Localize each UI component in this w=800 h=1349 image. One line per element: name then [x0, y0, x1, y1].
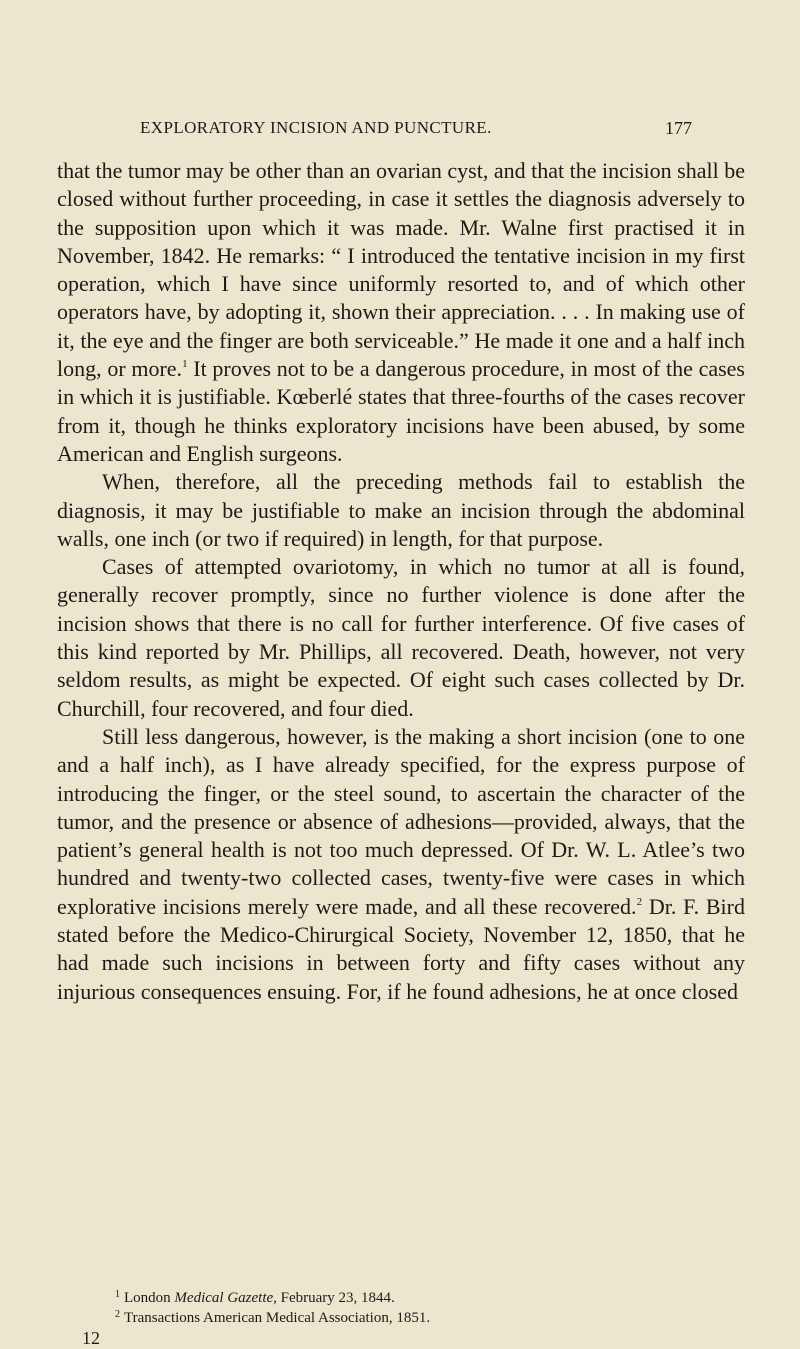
- page-number: 177: [665, 118, 692, 138]
- text-segment: Still less dangerous, however, is the making a short incision (one to one and a half inch), as I have already specified, for the express purpose of introducing the finger, or the steel sound, to ascertain the character of the tumor, and the presence or absence of adhesions—provided, always, that the patient’s general health is not too much depressed. Of Dr. W. L. Atlee’s two hundred and twenty-two collected cases, twenty-five were cases in which explorative incisions merely were made, and all these recovered.: [57, 723, 745, 919]
- footnote-ref-2: 2: [636, 895, 643, 908]
- text-segment: that the tumor may be other than an ovarian cyst, and that the incision shall be closed without further proceeding, in case it settles the diagnosis adversely to the supposition upon which it was made. Mr. Walne first practised it in November, 1842. He remarks: “ I introduced the tentative incision in my first operation, which I have since uniformly resorted to, and of which other operators have, by adopting it, shown their appreciation. . . . In making use of it, the eye and the finger are both serviceable.” He made it one and a half inch long, or more.: [57, 158, 745, 382]
- page-header: [0, 118, 800, 146]
- text-segment: Cases of attempted ovariotomy, in which no tumor at all is found, generally recover promptly, since no further violence is done after the incision shows that there is no call for further interference. Of five cases of this kind reported by Mr. Phillips, all recovered. Death, however, not very seldom results, as might be expected. Of eight such cases collected by Dr. Churchill, four recovered, and four died.: [57, 554, 745, 721]
- signature-mark: 12: [82, 1328, 100, 1348]
- footnote-text: London: [124, 1290, 175, 1306]
- text-segment: It proves not to be a dangerous procedure, in most of the cases in which it is justifiable. Kœberlé states that three-fourths of the cases recover from it, though he thinks exploratory incisions have been abused, by some American and English surgeons.: [57, 356, 745, 466]
- body-text: [57, 157, 745, 1006]
- footnote-text: , February 23, 1844.: [273, 1290, 395, 1306]
- footnotes: [57, 1288, 745, 1328]
- footnote-marker: 2: [115, 1309, 120, 1320]
- footnote-1: [115, 1288, 745, 1308]
- paragraph-4: [57, 723, 745, 1006]
- paragraph-1: [57, 157, 745, 468]
- footnote-marker: 1: [115, 1289, 120, 1300]
- paragraph-2: [57, 468, 745, 553]
- journal-title: Medical Gazette: [174, 1290, 274, 1306]
- text-segment: Dr. F. Bird stated before the Medico-Chirurgical Society, November 12, 1850, that he had made such incisions in between forty and fifty cases without any injurious consequences ensuing. For, if he found adhesions, he at once closed: [57, 893, 745, 1004]
- footnote-text: Transactions American Medical Association, 1851.: [124, 1310, 431, 1326]
- footnote-ref-1: 1: [182, 358, 188, 371]
- paragraph-3: [57, 553, 745, 723]
- running-title: EXPLORATORY INCISION AND PUNCTURE.: [140, 118, 492, 137]
- footnote-2: [115, 1308, 745, 1328]
- text-segment: When, therefore, all the preceding methods fail to establish the diagnosis, it may be justifiable to make an incision through the abdominal walls, one inch (or two if required) in length, for that purpose.: [57, 469, 745, 551]
